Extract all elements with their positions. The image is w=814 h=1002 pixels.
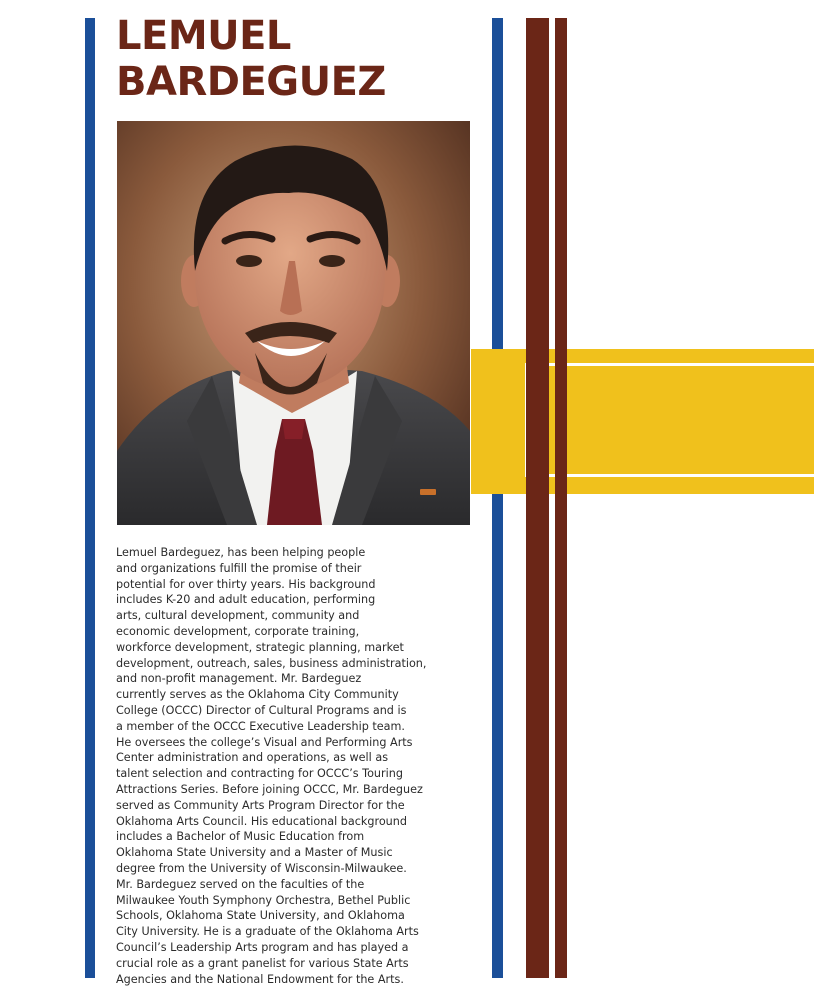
name-heading-first: LEMUEL [116, 13, 291, 59]
bio-line: arts, cultural development, community and [116, 609, 360, 623]
maroon-stripe-wide [526, 18, 549, 978]
bio-line: College (OCCC) Director of Cultural Programs and is [116, 703, 407, 717]
bio-line: currently serves as the Oklahoma City Community [116, 688, 399, 702]
bio-line: Schools, Oklahoma State University, and Oklahoma [116, 909, 405, 923]
left-blue-stripe [85, 18, 95, 978]
bio-line: Milwaukee Youth Symphony Orchestra, Bethel Public [116, 893, 411, 907]
bio-line: includes a Bachelor of Music Education from [116, 830, 365, 844]
bio-line: City University. He is a graduate of the Oklahoma Arts [116, 925, 419, 939]
bio-line: potential for over thirty years. His background [116, 577, 376, 591]
bio-line: development, outreach, sales, business administration, [116, 656, 427, 670]
bio-line: Oklahoma State University and a Master of Music [116, 846, 393, 860]
bio-line: includes K-20 and adult education, performing [116, 593, 376, 607]
bio-line: Mr. Bardeguez served on the faculties of the [116, 877, 365, 891]
name-heading-last: BARDEGUEZ [116, 59, 386, 105]
bio-line: a member of the OCCC Executive Leadership team. [116, 719, 405, 733]
bio-line: degree from the University of Wisconsin-Milwaukee. [116, 861, 407, 875]
biography-paragraph [116, 545, 476, 987]
gold-band-frame [525, 363, 814, 477]
bio-line: and non-profit management. Mr. Bardeguez [116, 672, 362, 686]
bio-line: Agencies and the National Endowment for the Arts. [116, 972, 404, 986]
bio-line: talent selection and contracting for OCCC’s Touring [116, 767, 403, 781]
bio-line: Attractions Series. Before joining OCCC, Mr. Bardeguez [116, 782, 423, 796]
bio-line: Oklahoma Arts Council. His educational background [116, 814, 407, 828]
bio-line: crucial role as a grant panelist for various State Arts [116, 956, 409, 970]
bio-line: Council’s Leadership Arts program and has played a [116, 940, 409, 954]
bio-line: He oversees the college’s Visual and Performing Arts [116, 735, 413, 749]
bio-line: economic development, corporate training, [116, 624, 360, 638]
bio-line: Lemuel Bardeguez, has been helping people [116, 546, 366, 559]
bio-line: and organizations fulfill the promise of their [116, 561, 362, 575]
bio-line: Center administration and operations, as well as [116, 751, 389, 765]
center-blue-stripe [492, 18, 503, 978]
maroon-stripe-narrow [555, 18, 567, 978]
portrait-photo [117, 121, 470, 525]
bio-line: workforce development, strategic planning, market [116, 640, 404, 654]
bio-line: served as Community Arts Program Director for the [116, 798, 405, 812]
